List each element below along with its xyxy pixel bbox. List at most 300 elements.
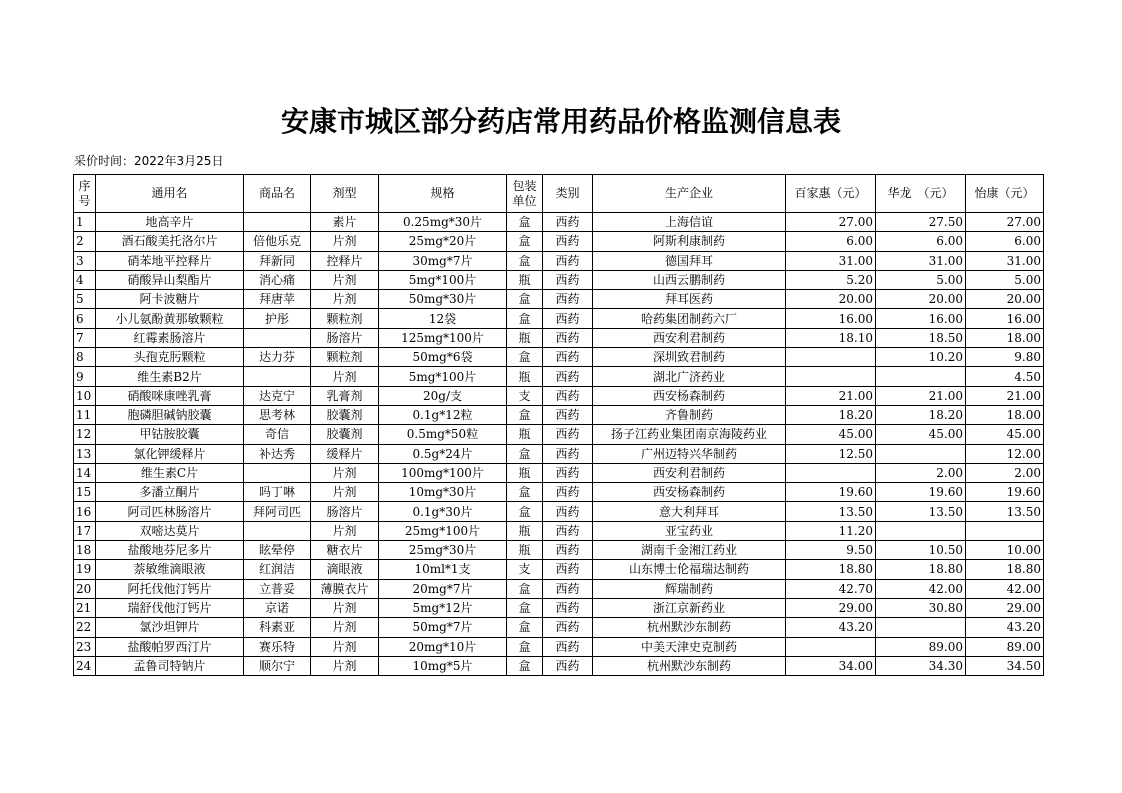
cell-generic-name: 硝苯地平控释片 <box>96 251 244 270</box>
cell-spec: 5mg*100片 <box>379 270 507 289</box>
page-title: 安康市城区部分药店常用药品价格监测信息表 <box>280 105 841 138</box>
cell-package-unit: 盒 <box>507 290 543 309</box>
cell-spec: 25mg*30片 <box>379 541 507 560</box>
cell-package-unit: 盒 <box>507 598 543 617</box>
cell-manufacturer: 上海信谊 <box>593 213 786 232</box>
cell-price-yikang: 19.60 <box>966 483 1044 502</box>
cell-dosage-form: 片剂 <box>311 463 379 482</box>
cell-price-baijiahui <box>786 367 876 386</box>
cell-price-baijiahui: 20.00 <box>786 290 876 309</box>
cell-manufacturer: 扬子江药业集团南京海陵药业 <box>593 425 786 444</box>
cell-dosage-form: 肠溶片 <box>311 502 379 521</box>
cell-brand-name: 顺尔宁 <box>244 656 311 675</box>
cell-generic-name: 氯化钾缓释片 <box>96 444 244 463</box>
cell-dosage-form: 控释片 <box>311 251 379 270</box>
cell-brand-name: 眩晕停 <box>244 541 311 560</box>
cell-spec: 100mg*100片 <box>379 463 507 482</box>
cell-no: 6 <box>74 309 96 328</box>
cell-price-hualong: 10.20 <box>876 348 966 367</box>
cell-manufacturer: 阿斯利康制药 <box>593 232 786 251</box>
cell-price-hualong: 10.50 <box>876 541 966 560</box>
cell-generic-name: 头孢克肟颗粒 <box>96 348 244 367</box>
cell-dosage-form: 颗粒剂 <box>311 309 379 328</box>
cell-price-yikang: 34.50 <box>966 656 1044 675</box>
cell-dosage-form: 片剂 <box>311 637 379 656</box>
cell-dosage-form: 片剂 <box>311 270 379 289</box>
cell-dosage-form: 素片 <box>311 213 379 232</box>
cell-price-hualong: 6.00 <box>876 232 966 251</box>
cell-package-unit: 盒 <box>507 656 543 675</box>
table-row <box>74 270 1044 289</box>
cell-brand-name: 京诺 <box>244 598 311 617</box>
cell-price-yikang: 9.80 <box>966 348 1044 367</box>
header-brand: 商品名 <box>244 175 311 213</box>
cell-package-unit: 盒 <box>507 348 543 367</box>
sample-time: 采价时间：2022年3月25日 <box>74 154 224 168</box>
cell-generic-name: 双嘧达莫片 <box>96 521 244 540</box>
cell-manufacturer: 齐鲁制药 <box>593 405 786 424</box>
cell-spec: 10ml*1支 <box>379 560 507 579</box>
cell-price-hualong: 45.00 <box>876 425 966 444</box>
cell-package-unit: 盒 <box>507 637 543 656</box>
cell-generic-name: 多潘立酮片 <box>96 483 244 502</box>
cell-price-hualong: 21.00 <box>876 386 966 405</box>
cell-price-hualong: 30.80 <box>876 598 966 617</box>
cell-manufacturer: 深圳致君制药 <box>593 348 786 367</box>
cell-generic-name: 维生素B2片 <box>96 367 244 386</box>
cell-dosage-form: 肠溶片 <box>311 328 379 347</box>
cell-package-unit: 支 <box>507 560 543 579</box>
cell-package-unit: 瓶 <box>507 463 543 482</box>
cell-no: 9 <box>74 367 96 386</box>
table-row <box>74 348 1044 367</box>
cell-manufacturer: 中美天津史克制药 <box>593 637 786 656</box>
cell-generic-name: 阿托伐他汀钙片 <box>96 579 244 598</box>
cell-generic-name: 孟鲁司特钠片 <box>96 656 244 675</box>
cell-brand-name: 拜新同 <box>244 251 311 270</box>
cell-price-hualong: 27.50 <box>876 213 966 232</box>
cell-no: 8 <box>74 348 96 367</box>
cell-spec: 30mg*7片 <box>379 251 507 270</box>
cell-brand-name: 护彤 <box>244 309 311 328</box>
cell-no: 3 <box>74 251 96 270</box>
cell-price-yikang: 13.50 <box>966 502 1044 521</box>
cell-category: 西药 <box>543 656 593 675</box>
cell-manufacturer: 拜耳医药 <box>593 290 786 309</box>
cell-price-baijiahui: 6.00 <box>786 232 876 251</box>
cell-brand-name: 赛乐特 <box>244 637 311 656</box>
cell-brand-name <box>244 367 311 386</box>
cell-generic-name: 阿司匹林肠溶片 <box>96 502 244 521</box>
cell-price-yikang: 42.00 <box>966 579 1044 598</box>
cell-price-hualong <box>876 618 966 637</box>
cell-spec: 0.5mg*50粒 <box>379 425 507 444</box>
cell-price-baijiahui: 45.00 <box>786 425 876 444</box>
cell-brand-name: 立普妥 <box>244 579 311 598</box>
cell-spec: 10mg*30片 <box>379 483 507 502</box>
cell-price-baijiahui: 18.10 <box>786 328 876 347</box>
cell-dosage-form: 片剂 <box>311 367 379 386</box>
cell-category: 西药 <box>543 405 593 424</box>
cell-generic-name: 硝酸咪康唑乳膏 <box>96 386 244 405</box>
cell-manufacturer: 杭州默沙东制药 <box>593 618 786 637</box>
cell-category: 西药 <box>543 270 593 289</box>
cell-price-yikang: 12.00 <box>966 444 1044 463</box>
cell-category: 西药 <box>543 290 593 309</box>
cell-generic-name: 维生素C片 <box>96 463 244 482</box>
cell-price-hualong <box>876 521 966 540</box>
cell-manufacturer: 山西云鹏制药 <box>593 270 786 289</box>
cell-dosage-form: 薄膜衣片 <box>311 579 379 598</box>
cell-category: 西药 <box>543 386 593 405</box>
cell-price-yikang: 89.00 <box>966 637 1044 656</box>
cell-dosage-form: 颗粒剂 <box>311 348 379 367</box>
header-form: 剂型 <box>311 175 379 213</box>
cell-generic-name: 硝酸异山梨酯片 <box>96 270 244 289</box>
cell-no: 13 <box>74 444 96 463</box>
cell-no: 22 <box>74 618 96 637</box>
cell-category: 西药 <box>543 463 593 482</box>
cell-category: 西药 <box>543 309 593 328</box>
cell-no: 23 <box>74 637 96 656</box>
header-unit: 包装单位 <box>507 175 543 213</box>
cell-dosage-form: 缓释片 <box>311 444 379 463</box>
cell-no: 21 <box>74 598 96 617</box>
cell-category: 西药 <box>543 521 593 540</box>
cell-dosage-form: 胶囊剂 <box>311 405 379 424</box>
cell-manufacturer: 亚宝药业 <box>593 521 786 540</box>
cell-brand-name: 红润洁 <box>244 560 311 579</box>
cell-category: 西药 <box>543 444 593 463</box>
cell-dosage-form: 滴眼液 <box>311 560 379 579</box>
cell-manufacturer: 湖北广济药业 <box>593 367 786 386</box>
cell-price-baijiahui: 42.70 <box>786 579 876 598</box>
cell-no: 12 <box>74 425 96 444</box>
cell-price-baijiahui: 18.80 <box>786 560 876 579</box>
cell-price-yikang: 20.00 <box>966 290 1044 309</box>
cell-dosage-form: 片剂 <box>311 618 379 637</box>
cell-brand-name <box>244 521 311 540</box>
cell-spec: 50mg*7片 <box>379 618 507 637</box>
cell-no: 2 <box>74 232 96 251</box>
cell-price-yikang: 21.00 <box>966 386 1044 405</box>
cell-brand-name: 达克宁 <box>244 386 311 405</box>
cell-category: 西药 <box>543 232 593 251</box>
cell-price-baijiahui: 11.20 <box>786 521 876 540</box>
table-row <box>74 232 1044 251</box>
cell-price-yikang: 18.80 <box>966 560 1044 579</box>
cell-category: 西药 <box>543 367 593 386</box>
cell-package-unit: 瓶 <box>507 328 543 347</box>
cell-manufacturer: 西安利君制药 <box>593 463 786 482</box>
table-row <box>74 328 1044 347</box>
cell-manufacturer: 西安杨森制药 <box>593 483 786 502</box>
cell-category: 西药 <box>543 618 593 637</box>
table-row <box>74 598 1044 617</box>
cell-package-unit: 盒 <box>507 483 543 502</box>
header-price-hualong: 华龙 （元） <box>876 175 966 213</box>
cell-category: 西药 <box>543 213 593 232</box>
cell-price-yikang: 43.20 <box>966 618 1044 637</box>
cell-package-unit: 盒 <box>507 502 543 521</box>
table-row <box>74 579 1044 598</box>
cell-spec: 20mg*7片 <box>379 579 507 598</box>
cell-generic-name: 瑞舒伐他汀钙片 <box>96 598 244 617</box>
cell-spec: 10mg*5片 <box>379 656 507 675</box>
cell-brand-name <box>244 213 311 232</box>
cell-category: 西药 <box>543 328 593 347</box>
cell-spec: 0.5g*24片 <box>379 444 507 463</box>
cell-manufacturer: 西安杨森制药 <box>593 386 786 405</box>
cell-no: 5 <box>74 290 96 309</box>
cell-price-hualong: 18.80 <box>876 560 966 579</box>
cell-package-unit: 盒 <box>507 405 543 424</box>
header-spec: 规格 <box>379 175 507 213</box>
cell-manufacturer: 西安利君制药 <box>593 328 786 347</box>
cell-price-baijiahui: 43.20 <box>786 618 876 637</box>
cell-price-hualong: 89.00 <box>876 637 966 656</box>
table-row <box>74 502 1044 521</box>
cell-price-yikang: 27.00 <box>966 213 1044 232</box>
table-row <box>74 251 1044 270</box>
cell-category: 西药 <box>543 560 593 579</box>
cell-brand-name: 奇信 <box>244 425 311 444</box>
cell-package-unit: 瓶 <box>507 367 543 386</box>
cell-price-yikang: 18.00 <box>966 405 1044 424</box>
cell-price-baijiahui: 21.00 <box>786 386 876 405</box>
cell-package-unit: 盒 <box>507 579 543 598</box>
cell-manufacturer: 德国拜耳 <box>593 251 786 270</box>
table-row <box>74 386 1044 405</box>
table-row <box>74 483 1044 502</box>
table-row <box>74 541 1044 560</box>
table-row <box>74 444 1044 463</box>
cell-package-unit: 瓶 <box>507 270 543 289</box>
cell-dosage-form: 胶囊剂 <box>311 425 379 444</box>
cell-package-unit: 瓶 <box>507 425 543 444</box>
cell-price-hualong <box>876 367 966 386</box>
cell-category: 西药 <box>543 637 593 656</box>
cell-price-baijiahui <box>786 348 876 367</box>
cell-brand-name: 倍他乐克 <box>244 232 311 251</box>
cell-brand-name: 拜阿司匹 <box>244 502 311 521</box>
cell-price-hualong: 31.00 <box>876 251 966 270</box>
cell-price-baijiahui: 29.00 <box>786 598 876 617</box>
cell-spec: 125mg*100片 <box>379 328 507 347</box>
cell-generic-name: 酒石酸美托洛尔片 <box>96 232 244 251</box>
cell-no: 16 <box>74 502 96 521</box>
cell-brand-name <box>244 328 311 347</box>
cell-price-hualong: 42.00 <box>876 579 966 598</box>
table-header-row <box>74 175 1044 213</box>
cell-dosage-form: 片剂 <box>311 290 379 309</box>
cell-price-hualong: 13.50 <box>876 502 966 521</box>
cell-no: 20 <box>74 579 96 598</box>
cell-price-hualong: 18.20 <box>876 405 966 424</box>
cell-no: 24 <box>74 656 96 675</box>
cell-manufacturer: 哈药集团制药六厂 <box>593 309 786 328</box>
cell-dosage-form: 糖衣片 <box>311 541 379 560</box>
table-row <box>74 405 1044 424</box>
header-manufacturer: 生产企业 <box>593 175 786 213</box>
cell-generic-name: 甲钴胺胶囊 <box>96 425 244 444</box>
table-row <box>74 637 1044 656</box>
cell-price-yikang: 10.00 <box>966 541 1044 560</box>
cell-spec: 5mg*12片 <box>379 598 507 617</box>
cell-no: 7 <box>74 328 96 347</box>
cell-dosage-form: 片剂 <box>311 232 379 251</box>
cell-brand-name: 思考林 <box>244 405 311 424</box>
cell-category: 西药 <box>543 579 593 598</box>
cell-category: 西药 <box>543 598 593 617</box>
cell-no: 10 <box>74 386 96 405</box>
cell-price-baijiahui: 34.00 <box>786 656 876 675</box>
cell-spec: 20g/支 <box>379 386 507 405</box>
cell-manufacturer: 山东博士伦福瑞达制药 <box>593 560 786 579</box>
cell-price-yikang: 16.00 <box>966 309 1044 328</box>
cell-price-hualong: 18.50 <box>876 328 966 347</box>
cell-no: 19 <box>74 560 96 579</box>
cell-category: 西药 <box>543 502 593 521</box>
cell-brand-name: 达力芬 <box>244 348 311 367</box>
cell-no: 4 <box>74 270 96 289</box>
cell-no: 11 <box>74 405 96 424</box>
cell-price-hualong: 16.00 <box>876 309 966 328</box>
cell-brand-name: 拜唐苹 <box>244 290 311 309</box>
cell-spec: 50mg*30片 <box>379 290 507 309</box>
cell-spec: 25mg*100片 <box>379 521 507 540</box>
cell-spec: 50mg*6袋 <box>379 348 507 367</box>
cell-generic-name: 胞磷胆碱钠胶囊 <box>96 405 244 424</box>
cell-price-yikang <box>966 521 1044 540</box>
cell-dosage-form: 片剂 <box>311 521 379 540</box>
cell-package-unit: 盒 <box>507 251 543 270</box>
cell-price-yikang: 6.00 <box>966 232 1044 251</box>
cell-package-unit: 盒 <box>507 232 543 251</box>
cell-price-baijiahui: 16.00 <box>786 309 876 328</box>
header-no: 序号 <box>74 175 96 213</box>
cell-price-baijiahui: 12.50 <box>786 444 876 463</box>
cell-package-unit: 盒 <box>507 213 543 232</box>
cell-generic-name: 盐酸帕罗西汀片 <box>96 637 244 656</box>
cell-generic-name: 氯沙坦钾片 <box>96 618 244 637</box>
cell-generic-name: 阿卡波糖片 <box>96 290 244 309</box>
cell-manufacturer: 湖南千金湘江药业 <box>593 541 786 560</box>
cell-price-yikang: 18.00 <box>966 328 1044 347</box>
cell-price-yikang: 31.00 <box>966 251 1044 270</box>
cell-price-baijiahui: 9.50 <box>786 541 876 560</box>
table-row <box>74 367 1044 386</box>
cell-price-baijiahui <box>786 463 876 482</box>
cell-category: 西药 <box>543 348 593 367</box>
table-row <box>74 521 1044 540</box>
cell-manufacturer: 广州迈特兴华制药 <box>593 444 786 463</box>
cell-spec: 0.25mg*30片 <box>379 213 507 232</box>
cell-no: 14 <box>74 463 96 482</box>
cell-package-unit: 盒 <box>507 444 543 463</box>
cell-dosage-form: 片剂 <box>311 598 379 617</box>
cell-price-baijiahui: 19.60 <box>786 483 876 502</box>
header-price-baijiahui: 百家惠（元） <box>786 175 876 213</box>
cell-dosage-form: 乳膏剂 <box>311 386 379 405</box>
cell-spec: 12袋 <box>379 309 507 328</box>
table-row <box>74 425 1044 444</box>
cell-price-yikang: 5.00 <box>966 270 1044 289</box>
cell-spec: 0.1g*12粒 <box>379 405 507 424</box>
cell-spec: 0.1g*30片 <box>379 502 507 521</box>
cell-price-baijiahui <box>786 637 876 656</box>
cell-price-baijiahui: 27.00 <box>786 213 876 232</box>
table-row <box>74 560 1044 579</box>
cell-no: 15 <box>74 483 96 502</box>
cell-package-unit: 盒 <box>507 618 543 637</box>
cell-generic-name: 地高辛片 <box>96 213 244 232</box>
cell-dosage-form: 片剂 <box>311 656 379 675</box>
cell-price-baijiahui: 5.20 <box>786 270 876 289</box>
cell-manufacturer: 辉瑞制药 <box>593 579 786 598</box>
cell-price-yikang: 4.50 <box>966 367 1044 386</box>
price-table <box>73 174 1044 676</box>
cell-package-unit: 瓶 <box>507 541 543 560</box>
cell-generic-name: 盐酸地芬尼多片 <box>96 541 244 560</box>
cell-price-baijiahui: 13.50 <box>786 502 876 521</box>
cell-price-hualong: 34.30 <box>876 656 966 675</box>
cell-generic-name: 萘敏维滴眼液 <box>96 560 244 579</box>
cell-brand-name: 消心痛 <box>244 270 311 289</box>
header-category: 类别 <box>543 175 593 213</box>
cell-category: 西药 <box>543 425 593 444</box>
cell-price-hualong: 20.00 <box>876 290 966 309</box>
table-row <box>74 618 1044 637</box>
cell-manufacturer: 浙江京新药业 <box>593 598 786 617</box>
cell-category: 西药 <box>543 251 593 270</box>
table-row <box>74 463 1044 482</box>
cell-category: 西药 <box>543 483 593 502</box>
cell-brand-name: 吗丁啉 <box>244 483 311 502</box>
header-name: 通用名 <box>96 175 244 213</box>
cell-price-yikang: 29.00 <box>966 598 1044 617</box>
cell-price-baijiahui: 31.00 <box>786 251 876 270</box>
table-row <box>74 290 1044 309</box>
cell-category: 西药 <box>543 541 593 560</box>
cell-spec: 25mg*20片 <box>379 232 507 251</box>
table-row <box>74 213 1044 232</box>
cell-price-hualong: 5.00 <box>876 270 966 289</box>
cell-spec: 5mg*100片 <box>379 367 507 386</box>
cell-brand-name <box>244 463 311 482</box>
cell-brand-name: 补达秀 <box>244 444 311 463</box>
cell-manufacturer: 意大利拜耳 <box>593 502 786 521</box>
cell-brand-name: 科素亚 <box>244 618 311 637</box>
cell-price-yikang: 45.00 <box>966 425 1044 444</box>
cell-price-hualong <box>876 444 966 463</box>
cell-manufacturer: 杭州默沙东制药 <box>593 656 786 675</box>
cell-package-unit: 支 <box>507 386 543 405</box>
cell-no: 18 <box>74 541 96 560</box>
cell-price-hualong: 19.60 <box>876 483 966 502</box>
table-row <box>74 309 1044 328</box>
cell-dosage-form: 片剂 <box>311 483 379 502</box>
cell-package-unit: 瓶 <box>507 521 543 540</box>
cell-no: 1 <box>74 213 96 232</box>
cell-generic-name: 小儿氨酚黄那敏颗粒 <box>96 309 244 328</box>
table-row <box>74 656 1044 675</box>
cell-price-baijiahui: 18.20 <box>786 405 876 424</box>
cell-price-yikang: 2.00 <box>966 463 1044 482</box>
cell-price-hualong: 2.00 <box>876 463 966 482</box>
cell-no: 17 <box>74 521 96 540</box>
cell-spec: 20mg*10片 <box>379 637 507 656</box>
